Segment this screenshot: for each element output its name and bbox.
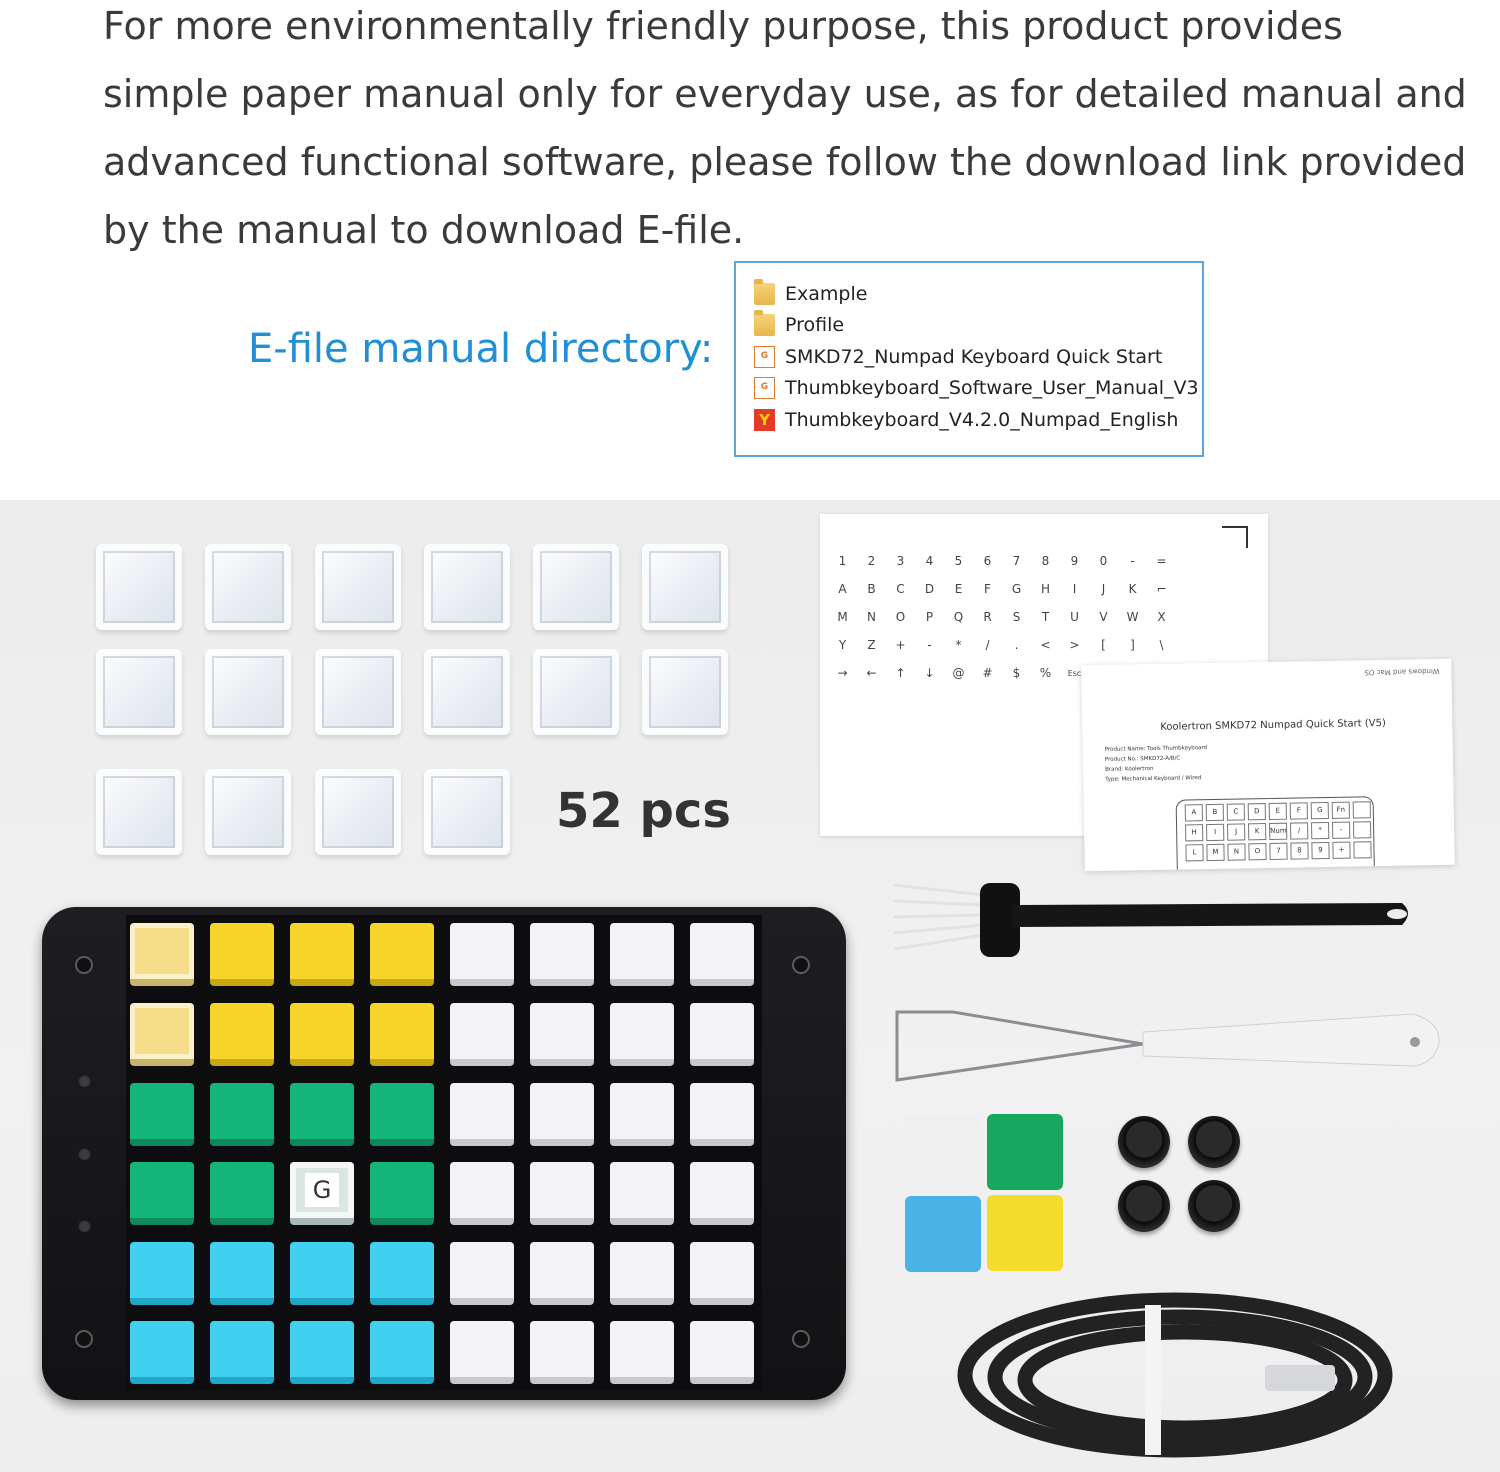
legend-char: ⌐: [1156, 582, 1167, 596]
key: [290, 1003, 354, 1066]
diagram-key: /: [1290, 822, 1308, 839]
legend-char: #: [982, 666, 993, 680]
diagram-key: K: [1248, 823, 1266, 840]
key: [610, 1321, 674, 1384]
legend-char: U: [1070, 610, 1079, 624]
key: [210, 1242, 274, 1305]
legend-char: H: [1040, 582, 1051, 596]
key: [610, 1083, 674, 1146]
legend-char: K: [1128, 582, 1137, 596]
key: [290, 1083, 354, 1146]
key: [370, 1242, 434, 1305]
key: [530, 1242, 594, 1305]
legend-char: <: [1040, 638, 1051, 652]
spec-line: Type: Mechanical Keyboard / Wired: [1105, 775, 1202, 783]
diagram-key: C: [1227, 803, 1245, 820]
clear-keycap: [315, 769, 401, 855]
folder-icon: [754, 314, 775, 336]
diagram-key: M: [1206, 844, 1224, 861]
diagram-key: 9: [1311, 842, 1329, 859]
legend-char: Esc: [1067, 669, 1082, 678]
clear-keycap: [205, 649, 291, 735]
key: [450, 1321, 514, 1384]
legend-char: N: [867, 610, 876, 624]
legend-char: 5: [954, 554, 963, 568]
legend-char: Z: [867, 638, 876, 652]
clear-keycap: [424, 649, 510, 735]
legend-char: E: [954, 582, 963, 596]
key: [530, 923, 594, 986]
legend-char: Y: [838, 638, 847, 652]
key: [690, 1321, 754, 1384]
key: [690, 1162, 754, 1225]
diagram-key: L: [1185, 844, 1203, 861]
clear-keycap: [642, 544, 728, 630]
file-directory-list: [734, 261, 1204, 457]
legend-char: A: [838, 582, 847, 596]
key: [450, 1003, 514, 1066]
legend-char: ↓: [924, 666, 935, 680]
legend-char: X: [1157, 610, 1166, 624]
key: [210, 1083, 274, 1146]
key: [130, 1003, 194, 1066]
keycap-count-label: 52 pcs: [556, 783, 731, 839]
key: [450, 1242, 514, 1305]
legend-char: Q: [953, 610, 964, 624]
screw: [792, 956, 810, 974]
key: [370, 1321, 434, 1384]
legend-char: 7: [1012, 554, 1021, 568]
diagram-key: F: [1290, 802, 1308, 819]
legend-char: P: [925, 610, 934, 624]
legend-char: -: [927, 638, 932, 652]
spare-keycap-yellow: [987, 1195, 1063, 1271]
key: [450, 1083, 514, 1146]
key: [610, 1003, 674, 1066]
spec-line: Brand: Koolertron: [1105, 766, 1154, 773]
legend-char: *: [955, 638, 962, 652]
legend-char: \: [1159, 638, 1164, 652]
file-name: Thumbkeyboard_Software_User_Manual_V3: [785, 377, 1199, 400]
legend-char: /: [985, 638, 990, 652]
file-name: Example: [785, 282, 868, 305]
legend-char: -: [1130, 554, 1135, 568]
diagram-key: *: [1311, 822, 1329, 839]
clear-keycap: [533, 649, 619, 735]
clear-keycap: [424, 544, 510, 630]
key: [370, 923, 434, 986]
file-entry[interactable]: [736, 341, 1202, 373]
key: [530, 1003, 594, 1066]
folder-icon: [754, 283, 775, 305]
diagram-key: A: [1185, 804, 1203, 821]
diagram-key: Fn: [1332, 802, 1350, 819]
clear-keycap: [96, 769, 182, 855]
legend-char: T: [1041, 610, 1050, 624]
app-icon: Y: [754, 409, 775, 431]
legend-char: W: [1126, 610, 1139, 624]
sheet-specs: [1105, 743, 1208, 785]
rubber-foot: [1188, 1116, 1240, 1168]
file-name: Thumbkeyboard_V4.2.0_Numpad_English: [785, 408, 1179, 431]
key: [450, 923, 514, 986]
key: [210, 1321, 274, 1384]
indicator-led: [78, 1074, 91, 1087]
key: [210, 1162, 274, 1225]
legend-char: .: [1014, 638, 1019, 652]
key: [450, 1162, 514, 1225]
indicator-led: [78, 1219, 91, 1232]
diagram-key: [1353, 821, 1371, 838]
file-entry[interactable]: [736, 373, 1202, 405]
quick-start-sheet: [1081, 659, 1455, 871]
legend-char: =: [1156, 554, 1167, 568]
file-entry[interactable]: [736, 404, 1202, 436]
key: [290, 1242, 354, 1305]
clear-keycap: [205, 769, 291, 855]
legend-char: >: [1069, 638, 1080, 652]
key: [610, 1162, 674, 1225]
legend-char: F: [984, 582, 991, 596]
legend-char: R: [983, 610, 992, 624]
clear-keycap: [424, 769, 510, 855]
diagram-key: 7: [1269, 843, 1287, 860]
diagram-key: E: [1269, 803, 1287, 820]
legend-char: ]: [1130, 638, 1135, 652]
clear-keycap: [533, 544, 619, 630]
file-name: Profile: [785, 314, 845, 337]
legend-char: G: [1011, 582, 1022, 596]
clear-keycap: [96, 649, 182, 735]
diagram-key: [1353, 841, 1371, 858]
key: [130, 1083, 194, 1146]
spare-keycap-green: [987, 1114, 1063, 1190]
document-icon: G: [754, 346, 775, 368]
legend-char: I: [1072, 582, 1077, 596]
legend-char: 6: [983, 554, 992, 568]
key: [130, 1242, 194, 1305]
screw: [75, 1330, 93, 1348]
diagram-key: O: [1248, 843, 1266, 860]
legend-char: B: [867, 582, 876, 596]
keycap-puller: [893, 1002, 1441, 1087]
diagram-key: G: [1311, 802, 1329, 819]
key: [130, 1321, 194, 1384]
clear-keycap: [205, 544, 291, 630]
legend-char: 2: [867, 554, 876, 568]
legend-char: 0: [1099, 554, 1108, 568]
key: [530, 1162, 594, 1225]
diagram-key: +: [1332, 842, 1350, 859]
key: [290, 923, 354, 986]
key: [530, 1321, 594, 1384]
key: [210, 1003, 274, 1066]
diagram-key: Num: [1269, 823, 1287, 840]
legend-char: 8: [1041, 554, 1050, 568]
cleaning-brush: [892, 875, 1417, 965]
key: [690, 923, 754, 986]
spare-keycap-blue: [905, 1196, 981, 1272]
spec-line: Product No.: SMKD72-A/B/C: [1104, 755, 1181, 763]
diagram-key: D: [1248, 803, 1266, 820]
document-icon: G: [754, 377, 775, 399]
legend-char: 9: [1070, 554, 1079, 568]
key: [690, 1003, 754, 1066]
key: [690, 1242, 754, 1305]
key-legend: G: [305, 1173, 339, 1207]
indicator-led: [78, 1147, 91, 1160]
key-grid: [126, 915, 762, 1391]
legend-char: J: [1101, 582, 1106, 596]
key: [690, 1083, 754, 1146]
spec-line: Product Name: Tools Thumbkeyboard: [1104, 745, 1208, 753]
diagram-key: N: [1227, 843, 1245, 860]
diagram-key: B: [1206, 804, 1224, 821]
legend-char: +: [895, 638, 906, 652]
keyboard-diagram: [1176, 796, 1375, 871]
key: [370, 1162, 434, 1225]
corner-mark: [1222, 526, 1248, 548]
key: [290, 1321, 354, 1384]
legend-char: M: [837, 610, 848, 624]
key: [610, 1242, 674, 1305]
key: [370, 1003, 434, 1066]
key: [610, 923, 674, 986]
legend-char: $: [1012, 666, 1021, 680]
diagram-key: [1353, 801, 1371, 818]
clear-keycap: [96, 544, 182, 630]
diagram-key: -: [1332, 822, 1350, 839]
legend-char: ←: [866, 666, 877, 680]
key: [130, 923, 194, 986]
key: [530, 1083, 594, 1146]
key: [130, 1162, 194, 1225]
intro-paragraph: For more environmentally friendly purpose, this product provides simple paper manual only for everyday use, as for detailed manual and advanced functional software, please follow the download link provided by the manual to download E-file.: [103, 4, 1467, 252]
legend-char: 4: [925, 554, 934, 568]
sheet-top-text: Windows and Mac OS: [1364, 666, 1440, 677]
diagram-key: 8: [1290, 842, 1308, 859]
diagram-key: J: [1227, 823, 1245, 840]
legend-char: 3: [896, 554, 905, 568]
directory-label: E-file manual directory:: [248, 326, 714, 372]
legend-char: [: [1101, 638, 1106, 652]
file-entry[interactable]: [736, 278, 1202, 310]
rubber-foot: [1118, 1180, 1170, 1232]
legend-char: ↑: [895, 666, 906, 680]
product-photo: [0, 500, 1500, 1472]
rubber-foot: [1118, 1116, 1170, 1168]
key: [370, 1083, 434, 1146]
clear-keycap: [315, 544, 401, 630]
legend-char: C: [896, 582, 905, 596]
clear-keycap: [315, 649, 401, 735]
legend-grid: [828, 552, 1176, 683]
file-name: SMKD72_Numpad Keyboard Quick Start: [785, 345, 1163, 368]
diagram-key: I: [1206, 824, 1224, 841]
diagram-key: H: [1185, 824, 1203, 841]
legend-char: @: [952, 666, 965, 680]
legend-char: 1: [838, 554, 847, 568]
key: [210, 923, 274, 986]
spare-keycap-white: [905, 1116, 981, 1192]
key-g: [290, 1162, 354, 1225]
legend-char: D: [924, 582, 935, 596]
diagram-keys: [1185, 801, 1372, 861]
usb-cable: [955, 1285, 1405, 1465]
legend-char: %: [1039, 666, 1052, 680]
rubber-foot: [1188, 1180, 1240, 1232]
screw: [75, 956, 93, 974]
legend-char: S: [1012, 610, 1021, 624]
sheet-title: Koolertron SMKD72 Numpad Quick Start (V5): [1160, 717, 1386, 733]
numpad-keyboard: [42, 907, 846, 1400]
file-entry[interactable]: [736, 310, 1202, 342]
legend-char: V: [1099, 610, 1108, 624]
clear-keycap: [642, 649, 728, 735]
legend-char: O: [895, 610, 906, 624]
screw: [792, 1330, 810, 1348]
legend-char: →: [837, 666, 848, 680]
